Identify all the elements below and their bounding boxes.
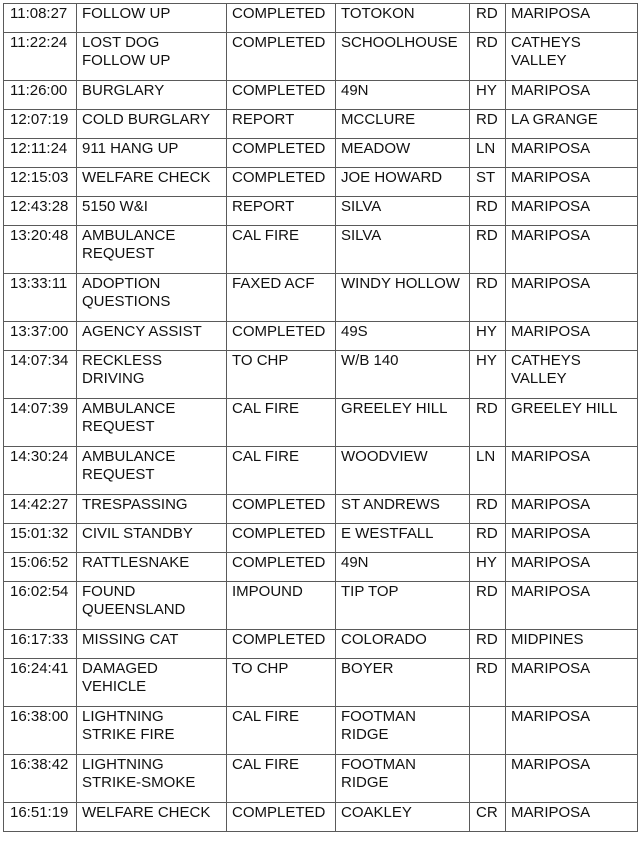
call-type-cell: WELFARE CHECK [77,168,227,197]
disposition-cell: CAL FIRE [227,755,336,803]
disposition-cell: COMPLETED [227,33,336,81]
street-suffix-cell: LN [470,447,506,495]
city-cell: GREELEY HILL [506,399,638,447]
time-cell: 16:38:42 [4,755,77,803]
street-cell: TIP TOP [336,582,470,630]
street-suffix-cell: HY [470,553,506,582]
time-cell: 14:42:27 [4,495,77,524]
street-suffix-cell: HY [470,351,506,399]
disposition-cell: COMPLETED [227,139,336,168]
time-cell: 15:01:32 [4,524,77,553]
street-suffix-cell: RD [470,4,506,33]
street-cell: COLORADO [336,630,470,659]
table-row [4,351,638,399]
time-cell: 16:51:19 [4,803,77,832]
city-cell: MARIPOSA [506,803,638,832]
table-row [4,81,638,110]
time-cell: 13:33:11 [4,274,77,322]
time-cell: 14:07:34 [4,351,77,399]
time-cell: 15:06:52 [4,553,77,582]
time-cell: 16:02:54 [4,582,77,630]
time-cell: 14:07:39 [4,399,77,447]
city-cell: MARIPOSA [506,197,638,226]
disposition-cell: FAXED ACF [227,274,336,322]
street-suffix-cell: LN [470,139,506,168]
table-row [4,110,638,139]
disposition-cell: CAL FIRE [227,399,336,447]
city-cell: MARIPOSA [506,447,638,495]
city-cell: CATHEYS VALLEY [506,351,638,399]
street-suffix-cell: RD [470,33,506,81]
street-cell: WOODVIEW [336,447,470,495]
street-suffix-cell: RD [470,582,506,630]
call-type-cell: ADOPTION QUESTIONS [77,274,227,322]
disposition-cell: COMPLETED [227,495,336,524]
city-cell: LA GRANGE [506,110,638,139]
time-cell: 16:24:41 [4,659,77,707]
table-row [4,33,638,81]
street-cell: MEADOW [336,139,470,168]
city-cell: MARIPOSA [506,707,638,755]
call-type-cell: WELFARE CHECK [77,803,227,832]
street-cell: MCCLURE [336,110,470,139]
table-row [4,322,638,351]
disposition-cell: CAL FIRE [227,226,336,274]
street-cell: SILVA [336,226,470,274]
time-cell: 12:11:24 [4,139,77,168]
street-cell: COAKLEY [336,803,470,832]
city-cell: CATHEYS VALLEY [506,33,638,81]
disposition-cell: COMPLETED [227,553,336,582]
disposition-cell: COMPLETED [227,168,336,197]
call-type-cell: TRESPASSING [77,495,227,524]
street-cell: JOE HOWARD [336,168,470,197]
disposition-cell: COMPLETED [227,4,336,33]
time-cell: 11:22:24 [4,33,77,81]
disposition-cell: COMPLETED [227,803,336,832]
time-cell: 11:08:27 [4,4,77,33]
time-cell: 12:43:28 [4,197,77,226]
time-cell: 12:15:03 [4,168,77,197]
city-cell: MARIPOSA [506,139,638,168]
city-cell: MARIPOSA [506,4,638,33]
street-cell: TOTOKON [336,4,470,33]
table-row [4,226,638,274]
table-row [4,447,638,495]
table-row [4,755,638,803]
call-type-cell: AMBULANCE REQUEST [77,226,227,274]
city-cell: MARIPOSA [506,524,638,553]
city-cell: MARIPOSA [506,274,638,322]
table-row [4,659,638,707]
time-cell: 13:20:48 [4,226,77,274]
time-cell: 12:07:19 [4,110,77,139]
city-cell: MARIPOSA [506,755,638,803]
table-row [4,139,638,168]
disposition-cell: COMPLETED [227,81,336,110]
street-suffix-cell: RD [470,630,506,659]
street-suffix-cell [470,707,506,755]
street-suffix-cell: RD [470,659,506,707]
street-suffix-cell: RD [470,226,506,274]
call-type-cell: RECKLESS DRIVING [77,351,227,399]
call-type-cell: LIGHTNING STRIKE-SMOKE [77,755,227,803]
time-cell: 11:26:00 [4,81,77,110]
city-cell: MARIPOSA [506,226,638,274]
table-row [4,274,638,322]
street-cell: GREELEY HILL [336,399,470,447]
call-type-cell: AGENCY ASSIST [77,322,227,351]
table-row [4,197,638,226]
call-type-cell: FOUND QUEENSLAND [77,582,227,630]
table-row [4,707,638,755]
call-type-cell: RATTLESNAKE [77,553,227,582]
time-cell: 14:30:24 [4,447,77,495]
street-suffix-cell: RD [470,524,506,553]
street-suffix-cell: RD [470,495,506,524]
call-type-cell: COLD BURGLARY [77,110,227,139]
table-row [4,582,638,630]
street-suffix-cell: HY [470,322,506,351]
street-suffix-cell: HY [470,81,506,110]
city-cell: MARIPOSA [506,81,638,110]
disposition-cell: CAL FIRE [227,447,336,495]
table-row [4,630,638,659]
call-type-cell: CIVIL STANDBY [77,524,227,553]
call-type-cell: MISSING CAT [77,630,227,659]
city-cell: MARIPOSA [506,659,638,707]
street-cell: ST ANDREWS [336,495,470,524]
disposition-cell: TO CHP [227,659,336,707]
call-type-cell: DAMAGED VEHICLE [77,659,227,707]
street-cell: 49S [336,322,470,351]
street-cell: W/B 140 [336,351,470,399]
city-cell: MIDPINES [506,630,638,659]
street-suffix-cell: RD [470,274,506,322]
table-row [4,803,638,832]
street-cell: FOOTMAN RIDGE [336,755,470,803]
call-type-cell: LIGHTNING STRIKE FIRE [77,707,227,755]
table-row [4,553,638,582]
call-type-cell: 911 HANG UP [77,139,227,168]
disposition-cell: REPORT [227,197,336,226]
street-cell: FOOTMAN RIDGE [336,707,470,755]
call-log-body [4,4,638,832]
street-suffix-cell: RD [470,197,506,226]
street-cell: SILVA [336,197,470,226]
street-cell: 49N [336,553,470,582]
city-cell: MARIPOSA [506,582,638,630]
street-suffix-cell [470,755,506,803]
street-cell: BOYER [336,659,470,707]
table-row [4,168,638,197]
city-cell: MARIPOSA [506,322,638,351]
disposition-cell: REPORT [227,110,336,139]
table-row [4,399,638,447]
call-type-cell: AMBULANCE REQUEST [77,447,227,495]
city-cell: MARIPOSA [506,553,638,582]
call-log-table [3,3,638,832]
disposition-cell: IMPOUND [227,582,336,630]
call-type-cell: AMBULANCE REQUEST [77,399,227,447]
time-cell: 16:38:00 [4,707,77,755]
street-suffix-cell: RD [470,399,506,447]
disposition-cell: COMPLETED [227,630,336,659]
city-cell: MARIPOSA [506,168,638,197]
disposition-cell: COMPLETED [227,322,336,351]
table-row [4,495,638,524]
street-cell: 49N [336,81,470,110]
street-cell: E WESTFALL [336,524,470,553]
street-cell: WINDY HOLLOW [336,274,470,322]
table-row [4,4,638,33]
call-type-cell: FOLLOW UP [77,4,227,33]
call-type-cell: LOST DOG FOLLOW UP [77,33,227,81]
street-suffix-cell: RD [470,110,506,139]
disposition-cell: TO CHP [227,351,336,399]
call-type-cell: BURGLARY [77,81,227,110]
time-cell: 13:37:00 [4,322,77,351]
street-suffix-cell: ST [470,168,506,197]
street-cell: SCHOOLHOUSE [336,33,470,81]
call-type-cell: 5150 W&I [77,197,227,226]
street-suffix-cell: CR [470,803,506,832]
table-row [4,524,638,553]
disposition-cell: CAL FIRE [227,707,336,755]
time-cell: 16:17:33 [4,630,77,659]
disposition-cell: COMPLETED [227,524,336,553]
city-cell: MARIPOSA [506,495,638,524]
